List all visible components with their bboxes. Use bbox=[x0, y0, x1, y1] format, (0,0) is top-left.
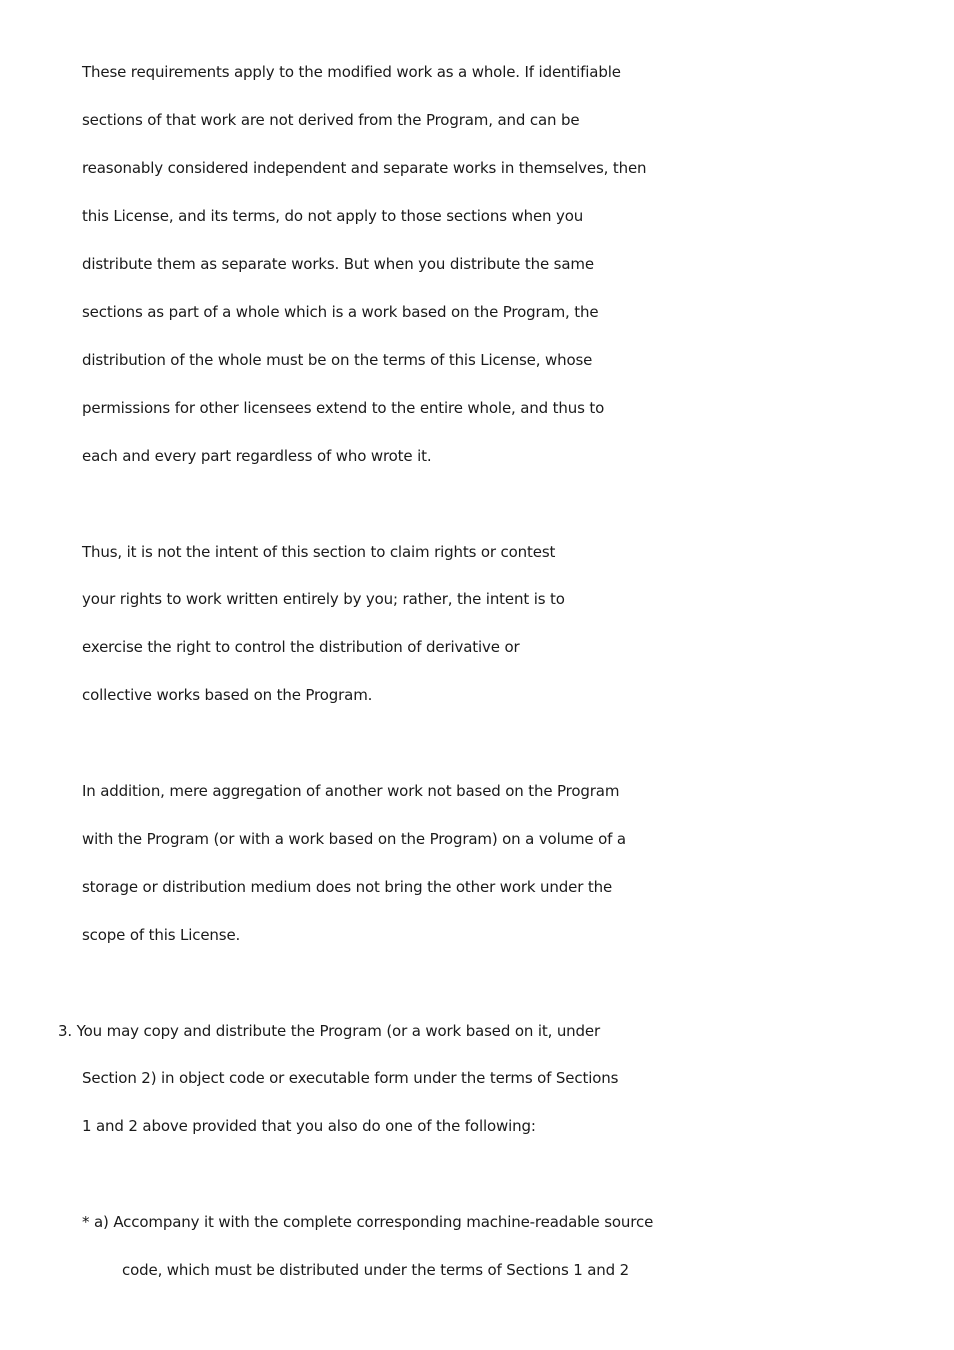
paragraph-3-line-2: with the Program (or with a work based on the Program) on a volume of a bbox=[82, 830, 626, 848]
paragraph-3-line-1: In addition, mere aggregation of another work not based on the Program bbox=[82, 782, 620, 800]
item-a-line-2: code, which must be distributed under the terms of Sections 1 and 2 bbox=[122, 1261, 630, 1279]
paragraph-1-line-1: These requirements apply to the modified work as a whole. If identifiable bbox=[82, 63, 621, 81]
paragraph-3-line-3: storage or distribution medium does not bring the other work under the bbox=[82, 878, 613, 896]
paragraph-2-line-2: your rights to work written entirely by you; rather, the intent is to bbox=[82, 590, 565, 608]
paragraph-2-line-4: collective works based on the Program. bbox=[82, 686, 373, 704]
paragraph-3-line-4: scope of this License. bbox=[82, 926, 241, 944]
section-3-line-3: 1 and 2 above provided that you also do one of the following: bbox=[82, 1117, 536, 1135]
paragraph-1-line-4: this License, and its terms, do not apply to those sections when you bbox=[82, 207, 584, 225]
paragraph-1-line-2: sections of that work are not derived from the Program, and can be bbox=[82, 111, 580, 129]
paragraph-1-line-7: distribution of the whole must be on the terms of this License, whose bbox=[82, 351, 593, 369]
item-a-line-1: * a) Accompany it with the complete corresponding machine-readable source bbox=[82, 1213, 654, 1231]
paragraph-1-line-8: permissions for other licensees extend to the entire whole, and thus to bbox=[82, 399, 605, 417]
paragraph-1-line-9: each and every part regardless of who wrote it. bbox=[82, 447, 432, 465]
paragraph-1-line-5: distribute them as separate works. But when you distribute the same bbox=[82, 255, 594, 273]
paragraph-2-line-3: exercise the right to control the distribution of derivative or bbox=[82, 638, 520, 656]
section-3-line-2: Section 2) in object code or executable form under the terms of Sections bbox=[82, 1069, 619, 1087]
paragraph-2-line-1: Thus, it is not the intent of this section to claim rights or contest bbox=[82, 543, 556, 561]
paragraph-1-line-6: sections as part of a whole which is a work based on the Program, the bbox=[82, 303, 599, 321]
section-3-line-1: 3. You may copy and distribute the Program (or a work based on it, under bbox=[58, 1022, 601, 1040]
paragraph-1-line-3: reasonably considered independent and separate works in themselves, then bbox=[82, 159, 647, 177]
